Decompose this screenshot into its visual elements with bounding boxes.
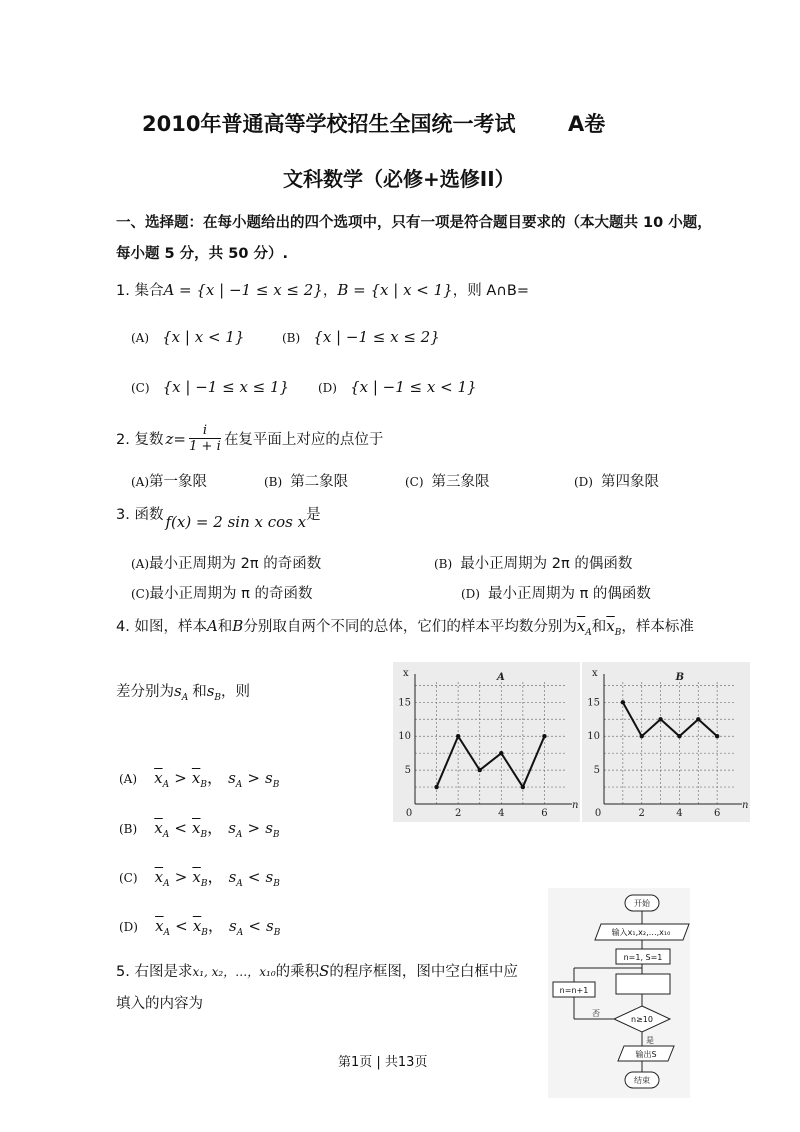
q3-option-b[interactable]: (B) 最小正周期为 2π 的偶函数 xyxy=(434,556,633,572)
svg-text:结束: 结束 xyxy=(634,1076,650,1085)
data-point xyxy=(621,700,625,704)
question-5-line2: 填入的内容为 xyxy=(116,996,203,1012)
q2-option-a[interactable]: (A)第一象限 xyxy=(131,474,208,490)
q1-option-a[interactable]: (A) {x | x < 1} xyxy=(131,328,245,346)
x-tick-label: 0 xyxy=(594,808,602,819)
svg-text:输出S: 输出S xyxy=(635,1050,657,1059)
flowchart-blank-box xyxy=(616,974,670,994)
q1-prefix: 1. 集合 xyxy=(116,283,164,299)
q4-option-d[interactable]: (D) $\overline{x}_A < \overline{x}_B$， $s_A < s_B$ xyxy=(119,916,281,938)
exam-subtitle: 文科数学（必修+选修II） xyxy=(283,167,515,191)
data-point xyxy=(658,717,662,721)
q1-sep: ， xyxy=(322,283,338,299)
x-tick-label: 6 xyxy=(713,808,721,819)
data-point xyxy=(434,785,438,789)
y-tick-label: 15 xyxy=(398,697,411,709)
y-tick-label: 15 xyxy=(587,697,600,709)
q2-fraction: i 1 + i xyxy=(189,423,221,454)
y-tick-label: 5 xyxy=(593,765,600,777)
question-2-stem: 2. 复数 z= i 1 + i 在复平面上对应的点位于 xyxy=(116,423,384,454)
x-tick-label: 0 xyxy=(405,808,413,819)
chart-title: A xyxy=(496,672,505,683)
q3-option-c[interactable]: (C)最小正周期为 π 的奇函数 xyxy=(131,586,313,602)
q1-option-d[interactable]: (D) {x | −1 ≤ x < 1} xyxy=(318,378,477,396)
data-point xyxy=(640,734,644,738)
y-axis-label: x xyxy=(403,668,409,679)
chart-background xyxy=(393,662,580,822)
q3-option-a[interactable]: (A)最小正周期为 2π 的奇函数 xyxy=(131,556,322,572)
q1-option-b[interactable]: (B) {x | −1 ≤ x ≤ 2} xyxy=(282,328,440,346)
svg-text:开始: 开始 xyxy=(634,899,650,908)
exam-title: 2010年普通高等学校招生全国统一考试 xyxy=(142,112,516,136)
data-point xyxy=(521,785,525,789)
q4-option-c[interactable]: (C) $\overline{x}_A > \overline{x}_B$， $s_A < s_B$ xyxy=(119,867,280,889)
data-point xyxy=(478,768,482,772)
x-tick-label: 6 xyxy=(541,808,548,819)
svg-text:输入x₁,x₂,…,x₁₀: 输入x₁,x₂,…,x₁₀ xyxy=(611,928,671,937)
x-axis-label: n xyxy=(572,800,579,811)
section-instructions-line1: 一、选择题：在每小题给出的四个选项中，只有一项是符合题目要求的（本大题共 10 小题， xyxy=(116,215,712,231)
y-axis-label: x xyxy=(592,668,598,679)
y-tick-label: 5 xyxy=(404,765,411,777)
flowchart-diagram xyxy=(548,888,690,1098)
paper-type: A卷 xyxy=(568,112,606,136)
x-tick-label: 2 xyxy=(638,808,645,819)
data-point xyxy=(696,717,700,721)
chart-title: B xyxy=(675,672,685,683)
svg-text:否: 否 xyxy=(592,1009,600,1018)
q4-option-b[interactable]: (B) $\overline{x}_A < \overline{x}_B$， $s_A > s_B$ xyxy=(119,818,280,840)
x-tick-label: 4 xyxy=(498,808,505,819)
question-4-line2: 差分别为$s_A$ 和$s_B$，则 xyxy=(116,682,251,703)
chart-sample-a xyxy=(393,662,580,822)
svg-text:n=n+1: n=n+1 xyxy=(559,986,589,995)
q2-option-c[interactable]: (C) 第三象限 xyxy=(405,474,490,490)
data-point xyxy=(499,751,503,755)
question-4-line1: 4. 如图，样本A和B分别取自两个不同的总体，它们的样本平均数分别为$\overline{x}_A$和$\overline{x}_B$，样本标准 xyxy=(116,617,694,638)
x-tick-label: 4 xyxy=(676,808,683,819)
q2-option-b[interactable]: (B) 第二象限 xyxy=(264,474,349,490)
q1-set-a: A = {x | −1 ≤ x ≤ 2} xyxy=(163,281,323,299)
section-instructions-line2: 每小题 5 分，共 50 分）. xyxy=(116,246,288,262)
q3-option-d[interactable]: (D) 最小正周期为 π 的偶函数 xyxy=(461,586,651,602)
svg-text:是: 是 xyxy=(646,1036,654,1045)
q1-option-c[interactable]: (C) {x | −1 ≤ x ≤ 1} xyxy=(131,378,290,396)
q1-set-b: B = {x | x < 1} xyxy=(337,281,453,299)
data-point xyxy=(542,734,546,738)
svg-text:n≥10: n≥10 xyxy=(631,1015,653,1024)
page-footer: 第1页 | 共13页 xyxy=(338,1055,428,1070)
data-point xyxy=(456,734,460,738)
chart-background xyxy=(582,662,750,822)
y-tick-label: 10 xyxy=(587,731,600,743)
question-3-stem: 3. 函数 f(x) = 2 sin x cos x是 xyxy=(116,507,321,531)
q4-option-a[interactable]: (A) $\overline{x}_A > \overline{x}_B$， $s_A > s_B$ xyxy=(119,768,280,790)
x-tick-label: 2 xyxy=(454,808,462,819)
svg-text:n=1, S=1: n=1, S=1 xyxy=(623,953,663,962)
x-axis-label: n xyxy=(742,800,749,811)
chart-sample-b xyxy=(582,662,750,822)
question-5-line1: 5. 右图是求x₁, x₂，…，x₁₀的乘积S的程序框图，图中空白框中应 xyxy=(116,962,518,980)
question-1-stem xyxy=(116,279,529,300)
y-tick-label: 10 xyxy=(398,731,411,743)
data-point xyxy=(677,734,681,738)
data-point xyxy=(715,734,719,738)
q1-suffix: ，则 A∩B= xyxy=(452,283,529,299)
q2-option-d[interactable]: (D) 第四象限 xyxy=(574,474,659,490)
